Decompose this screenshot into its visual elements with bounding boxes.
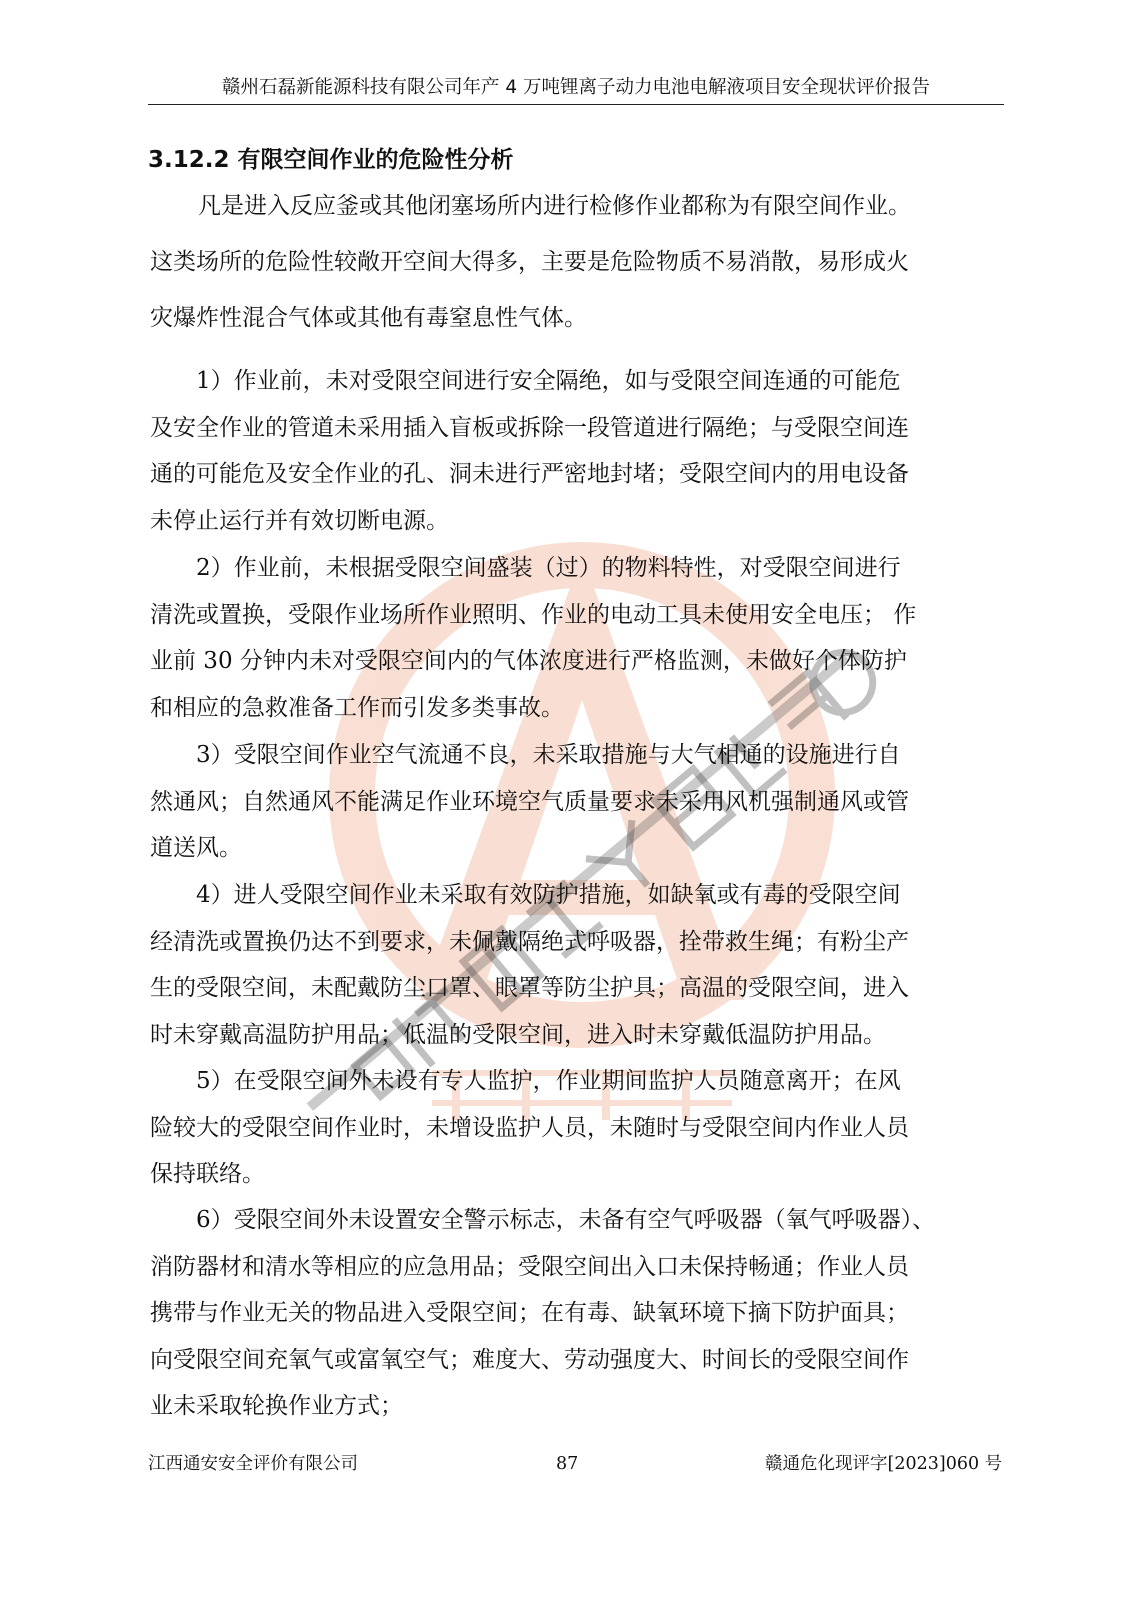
paragraph-line: 业前 30 分钟内未对受限空间内的气体浓度进行严格监测，未做好个体防护	[150, 648, 907, 674]
paragraph-line: 1）作业前，未对受限空间进行安全隔绝，如与受限空间连通的可能危	[196, 368, 901, 394]
paragraph-line: 4）进人受限空间作业未采取有效防护措施，如缺氧或有毒的受限空间	[196, 882, 901, 908]
paragraph-line: 道送风。	[150, 835, 242, 861]
list-item	[150, 1197, 1002, 1430]
running-header: 赣州石磊新能源科技有限公司年产 4 万吨锂离子动力电池电解液项目安全现状评价报告	[221, 77, 931, 98]
paragraph-line: 5）在受限空间外未设有专人监护，作业期间监护人员随意离开；在风	[196, 1068, 901, 1094]
paragraph-line: 向受限空间充氧气或富氧空气；难度大、劳动强度大、时间长的受限空间作	[150, 1346, 909, 1373]
header-rule	[148, 104, 1004, 105]
paragraph-line: 经清洗或置换仍达不到要求，未佩戴隔绝式呼吸器，拴带救生绳；有粉尘产	[150, 928, 909, 955]
paragraph-line: 凡是进入反应釜或其他闭塞场所内进行检修作业都称为有限空间作业。	[198, 193, 911, 219]
list-item	[150, 872, 1002, 1058]
footer-doc-number: 赣通危化现评字[2023]060 号	[765, 1454, 1003, 1474]
paragraph-line: 这类场所的危险性较敞开空间大得多，主要是危险物质不易消散，易形成火	[150, 249, 909, 275]
list-item	[150, 545, 1002, 731]
paragraph-line: 未停止运行并有效切断电源。	[150, 507, 449, 534]
list-item	[150, 358, 1002, 544]
paragraph-line: 然通风；自然通风不能满足作业环境空气质量要求未采用风机强制通风或管	[150, 788, 909, 815]
paragraph-line: 通的可能危及安全作业的孔、洞未进行严密地封堵；受限空间内的用电设备	[150, 461, 909, 487]
paragraph-line: 保持联络。	[150, 1161, 265, 1187]
paragraph-line: 携带与作业无关的物品进入受限空间；在有毒、缺氧环境下摘下防护面具；	[150, 1300, 909, 1326]
paragraph-line: 3）受限空间作业空气流通不良，未采取措施与大气相通的设施进行自	[196, 742, 901, 768]
list-item	[150, 732, 1002, 872]
paragraph-line: 消防器材和清水等相应的应急用品；受限空间出入口未保持畅通；作业人员	[150, 1253, 909, 1280]
paragraph-line: 2）作业前，未根据受限空间盛装（过）的物料特性，对受限空间进行	[196, 555, 901, 581]
paragraph-line: 6）受限空间外未设置安全警示标志，未备有空气呼吸器（氧气呼吸器）、	[196, 1207, 936, 1233]
paragraph-line: 及安全作业的管道未采用插入盲板或拆除一段管道进行隔绝；与受限空间连	[150, 414, 909, 441]
footer-company: 江西通安安全评价有限公司	[148, 1454, 358, 1474]
page-number: 87	[556, 1454, 579, 1474]
paragraph-line: 时未穿戴高温防护用品；低温的受限空间，进入时未穿戴低温防护用品。	[150, 1021, 886, 1048]
list-item	[150, 1058, 1002, 1198]
paragraph-line: 险较大的受限空间作业时，未增设监护人员，未随时与受限空间内作业人员	[150, 1114, 909, 1141]
section-title: 3.12.2 有限空间作业的危险性分析	[148, 147, 514, 173]
intro-paragraph	[150, 178, 1002, 346]
paragraph-line: 灾爆炸性混合气体或其他有毒窒息性气体。	[150, 305, 587, 331]
paragraph-line: 业未采取轮换作业方式；	[150, 1393, 403, 1419]
paragraph-line: 清洗或置换，受限作业场所作业照明、作业的电动工具未使用安全电压； 作	[150, 601, 917, 628]
paragraph-line: 和相应的急救准备工作而引发多类事故。	[150, 694, 564, 721]
paragraph-line: 生的受限空间，未配戴防尘口罩、眼罩等防尘护具；高温的受限空间，进入	[150, 975, 909, 1001]
